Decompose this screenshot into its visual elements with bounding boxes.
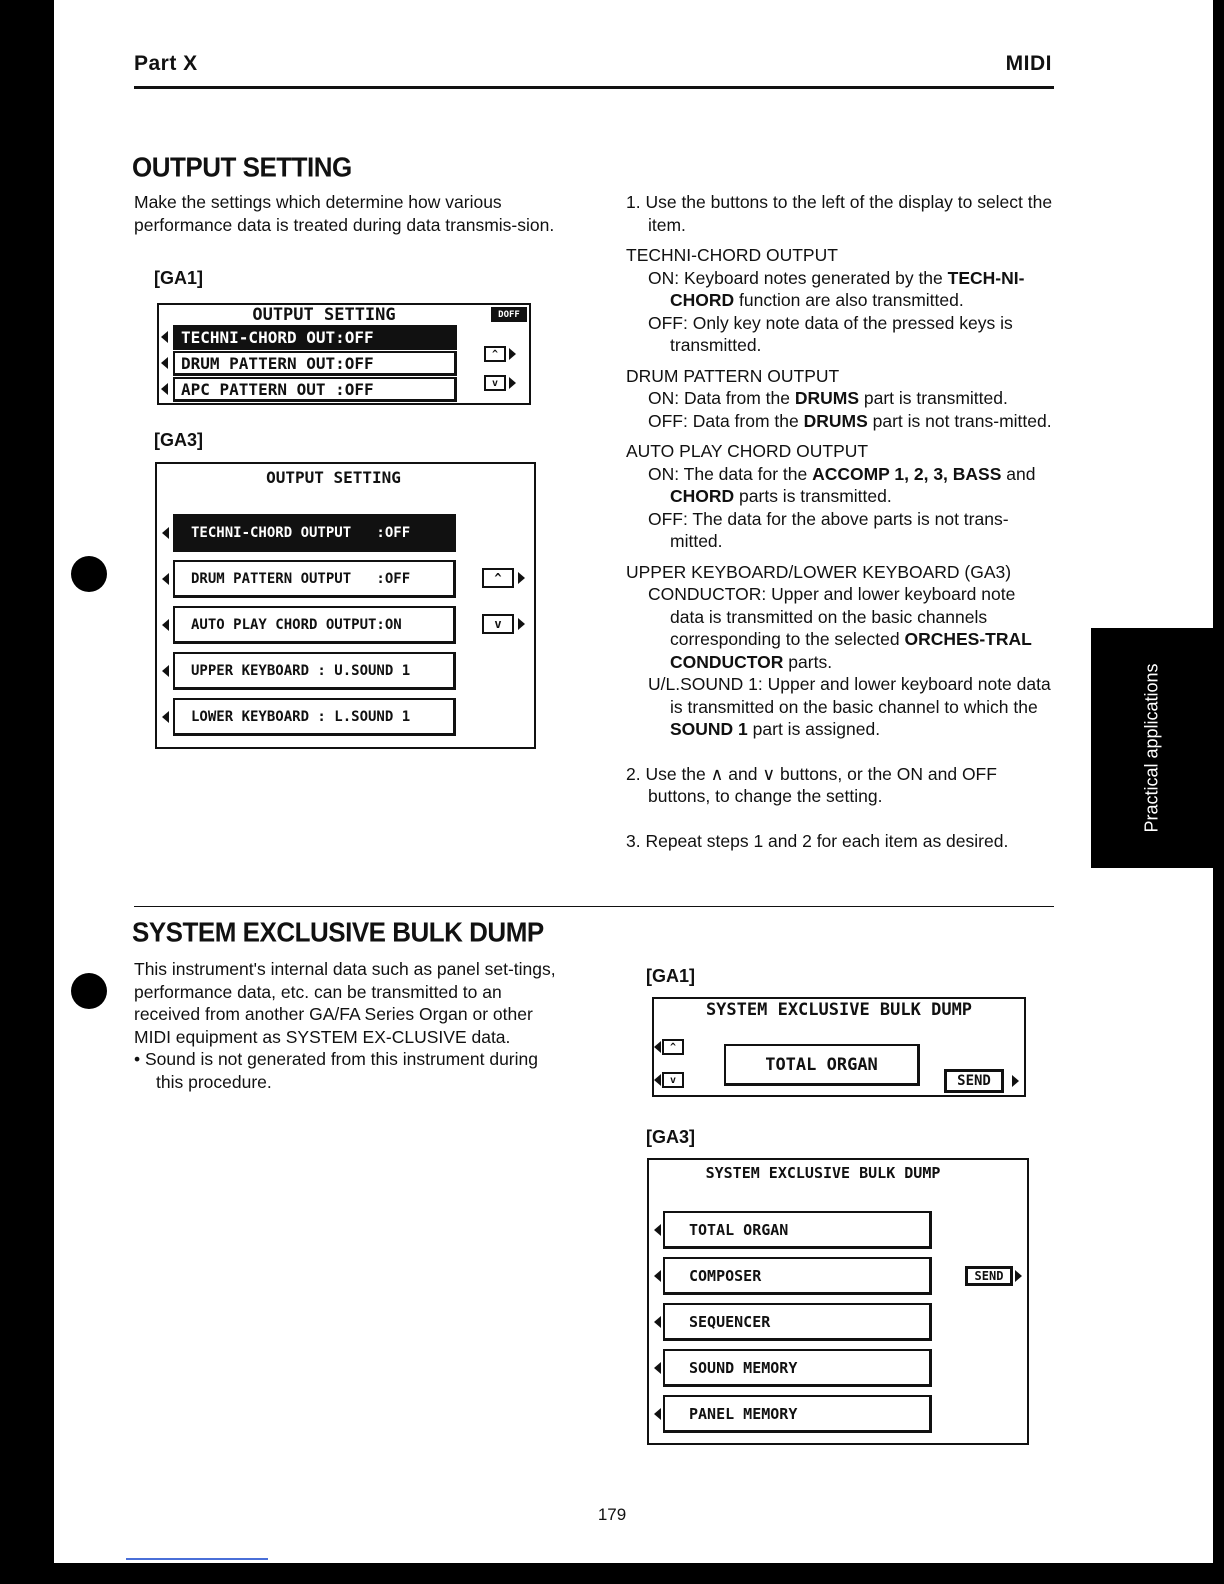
drum-pattern-off: OFF: Data from the DRUMS part is not trans-mitted. bbox=[648, 410, 1052, 431]
right-arrow-icon bbox=[518, 618, 525, 630]
step-2: 2. Use the ∧ and ∨ buttons, or the ON and OFF buttons, to change the setting. bbox=[626, 763, 997, 806]
output-setting-steps bbox=[626, 191, 1054, 852]
drum-pattern-on: ON: Data from the DRUMS part is transmitted. bbox=[648, 388, 1008, 408]
section-divider bbox=[134, 906, 1054, 907]
apc-on: ON: The data for the ACCOMP 1, 2, 3, BASS and CHORD parts is transmitted. bbox=[648, 463, 1036, 506]
select-arrow-icon[interactable] bbox=[161, 331, 168, 343]
lcd-title: SYSTEM EXCLUSIVE BULK DUMP bbox=[705, 1164, 941, 1182]
select-arrow-icon[interactable] bbox=[162, 573, 169, 585]
menu-row-techni-chord[interactable]: TECHNI-CHORD OUTPUT :OFF bbox=[173, 514, 456, 552]
apc-heading: AUTO PLAY CHORD OUTPUT bbox=[626, 441, 869, 461]
scan-artifact-line bbox=[126, 1558, 268, 1560]
select-arrow-icon[interactable] bbox=[162, 619, 169, 631]
up-button[interactable]: ^ bbox=[482, 568, 514, 588]
section-title-output-setting: OUTPUT SETTING bbox=[132, 151, 352, 183]
page-indicator-icon: DOFF bbox=[491, 307, 527, 322]
menu-row-total-organ[interactable]: TOTAL ORGAN bbox=[663, 1211, 932, 1249]
page-frame-right bbox=[1213, 0, 1224, 1584]
bulk-dump-note: • Sound is not generated from this instrument during this procedure. bbox=[134, 1049, 538, 1092]
conductor-desc: CONDUCTOR: Upper and lower keyboard note data is transmitted on the basic channels corresponding to the selected ORCHES-TRAL CONDUCTOR parts. bbox=[648, 584, 1032, 672]
drum-pattern-heading: DRUM PATTERN OUTPUT bbox=[626, 365, 840, 386]
select-arrow-icon[interactable] bbox=[162, 665, 169, 677]
lcd-ga1-bulk-dump bbox=[652, 997, 1026, 1097]
header-part: Part X bbox=[134, 52, 198, 75]
bulk-dump-intro bbox=[134, 958, 558, 1093]
select-arrow-icon[interactable] bbox=[654, 1270, 661, 1282]
step-3: 3. Repeat steps 1 and 2 for each item as desired. bbox=[626, 830, 1009, 851]
menu-row-apc-pattern[interactable]: APC PATTERN OUT :OFF bbox=[173, 377, 457, 402]
upper-lower-heading: UPPER KEYBOARD/LOWER KEYBOARD (GA3) bbox=[626, 561, 1012, 582]
section-title-bulk-dump: SYSTEM EXCLUSIVE BULK DUMP bbox=[132, 916, 544, 948]
menu-row-upper-keyboard[interactable]: UPPER KEYBOARD : U.SOUND 1 bbox=[173, 652, 456, 690]
header-section: MIDI bbox=[1005, 52, 1052, 75]
output-setting-intro: Make the settings which determine how various performance data is treated during data transmis-sion. bbox=[134, 192, 555, 235]
select-arrow-icon[interactable] bbox=[161, 383, 168, 395]
page-frame-left bbox=[0, 0, 54, 1584]
up-button[interactable]: ^ bbox=[662, 1039, 684, 1055]
up-button[interactable]: ^ bbox=[484, 346, 506, 362]
bulk-dump-desc: This instrument's internal data such as panel set-tings, performance data, etc. can be transmitted to an received from another GA/FA Series Organ or other MIDI equipment as SYSTEM EX-CLUSIVE data. bbox=[134, 959, 556, 1047]
apc-off: OFF: The data for the above parts is not trans-mitted. bbox=[648, 508, 1009, 551]
select-arrow-icon bbox=[654, 1074, 661, 1086]
send-button[interactable]: SEND bbox=[965, 1266, 1013, 1286]
side-tab bbox=[1091, 628, 1213, 868]
select-arrow-icon[interactable] bbox=[654, 1362, 661, 1374]
menu-row-techni-chord[interactable]: TECHNI-CHORD OUT:OFF bbox=[173, 325, 457, 350]
select-arrow-icon[interactable] bbox=[654, 1224, 661, 1236]
select-arrow-icon[interactable] bbox=[654, 1408, 661, 1420]
menu-row-drum-pattern[interactable]: DRUM PATTERN OUTPUT :OFF bbox=[173, 560, 456, 598]
down-button[interactable]: v bbox=[484, 375, 506, 391]
ga1-tag: [GA1] bbox=[646, 966, 695, 986]
right-arrow-icon bbox=[509, 377, 516, 389]
header-rule bbox=[134, 86, 1054, 89]
right-arrow-icon bbox=[518, 572, 525, 584]
select-arrow-icon bbox=[654, 1041, 661, 1053]
down-button[interactable]: v bbox=[482, 614, 514, 634]
bulk-dump-target[interactable]: TOTAL ORGAN bbox=[724, 1044, 920, 1086]
menu-row-drum-pattern[interactable]: DRUM PATTERN OUT:OFF bbox=[173, 351, 457, 376]
binder-hole bbox=[71, 556, 107, 592]
select-arrow-icon[interactable] bbox=[161, 357, 168, 369]
lcd-ga1-output-setting bbox=[157, 303, 531, 405]
lcd-ga3-output-setting bbox=[155, 462, 536, 749]
page-frame-bottom bbox=[0, 1563, 1224, 1584]
lcd-title: SYSTEM EXCLUSIVE BULK DUMP bbox=[705, 1000, 973, 1020]
ga1-tag: [GA1] bbox=[154, 268, 203, 288]
menu-row-auto-play-chord[interactable]: AUTO PLAY CHORD OUTPUT:ON bbox=[173, 606, 456, 644]
step-1: 1. Use the buttons to the left of the display to select the item. bbox=[626, 192, 1053, 235]
binder-hole bbox=[71, 973, 107, 1009]
lcd-ga3-bulk-dump bbox=[647, 1158, 1029, 1445]
menu-row-lower-keyboard[interactable]: LOWER KEYBOARD : L.SOUND 1 bbox=[173, 698, 456, 736]
right-arrow-icon bbox=[1012, 1075, 1019, 1087]
down-button[interactable]: v bbox=[662, 1072, 684, 1088]
page-number: 179 bbox=[597, 1505, 627, 1524]
menu-row-composer[interactable]: COMPOSER bbox=[663, 1257, 932, 1295]
ga3-tag: [GA3] bbox=[646, 1127, 695, 1147]
techni-chord-heading: TECHNI-CHORD OUTPUT bbox=[626, 245, 838, 265]
techni-chord-off: OFF: Only key note data of the pressed keys is transmitted. bbox=[648, 312, 1013, 355]
menu-row-panel-memory[interactable]: PANEL MEMORY bbox=[663, 1395, 932, 1433]
select-arrow-icon[interactable] bbox=[654, 1316, 661, 1328]
menu-row-sequencer[interactable]: SEQUENCER bbox=[663, 1303, 932, 1341]
send-button[interactable]: SEND bbox=[944, 1069, 1004, 1093]
select-arrow-icon[interactable] bbox=[162, 527, 169, 539]
right-arrow-icon bbox=[1015, 1270, 1022, 1282]
ga3-tag: [GA3] bbox=[154, 430, 203, 450]
select-arrow-icon[interactable] bbox=[162, 711, 169, 723]
right-arrow-icon bbox=[509, 348, 516, 360]
lcd-title: OUTPUT SETTING bbox=[266, 468, 401, 487]
techni-chord-on: ON: Keyboard notes generated by the TECH-NI-CHORD function are also transmitted. bbox=[648, 267, 1025, 310]
lcd-title: OUTPUT SETTING bbox=[252, 305, 396, 325]
side-tab-label: Practical applications bbox=[1141, 663, 1162, 833]
menu-row-sound-memory[interactable]: SOUND MEMORY bbox=[663, 1349, 932, 1387]
sound1-desc: U/L.SOUND 1: Upper and lower keyboard note data is transmitted on the basic channel to which the SOUND 1 part is assigned. bbox=[648, 674, 1051, 739]
